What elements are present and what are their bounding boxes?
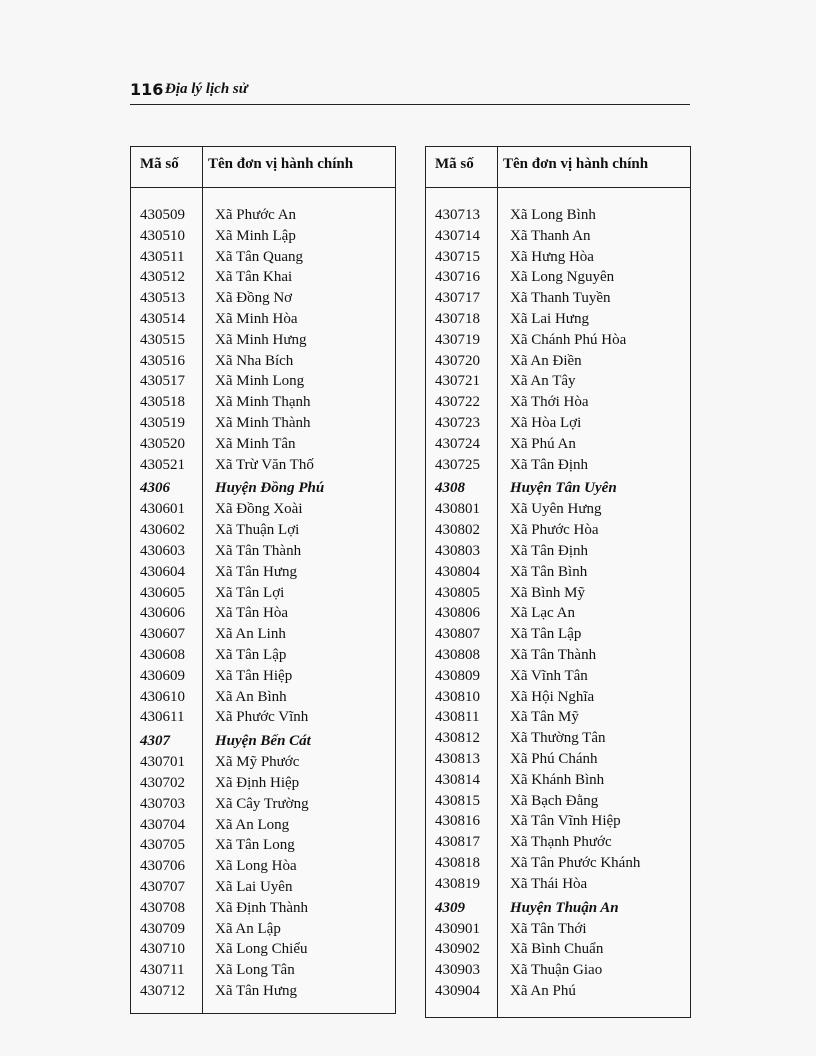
table-row — [426, 853, 690, 874]
unit-code: 4309 — [435, 899, 465, 916]
table-row — [426, 205, 690, 226]
unit-name: Xã Phước An — [215, 207, 297, 223]
unit-code: 430720 — [435, 352, 480, 369]
unit-name: Xã Tân Hòa — [215, 605, 289, 622]
table-row — [131, 919, 395, 940]
table-row — [131, 205, 395, 226]
unit-name: Xã Long Tân — [215, 962, 295, 979]
table-row — [426, 434, 690, 455]
table-row — [131, 773, 395, 794]
unit-name: Xã Tân Bình — [510, 563, 588, 580]
unit-code: 430607 — [140, 626, 185, 643]
table-row — [131, 330, 395, 351]
table-row — [426, 960, 690, 981]
unit-code: 430802 — [435, 522, 480, 539]
table-body — [131, 205, 395, 1002]
unit-name: Xã Nha Bích — [215, 352, 294, 369]
unit-code: 430803 — [435, 542, 480, 559]
unit-code: 430511 — [140, 248, 185, 265]
unit-name: Xã Minh Thạnh — [215, 394, 311, 411]
unit-code: 430902 — [435, 941, 480, 958]
table-row — [426, 749, 690, 770]
unit-name: Xã Tân Quang — [215, 248, 304, 265]
unit-code: 430602 — [140, 522, 185, 539]
unit-code: 430805 — [435, 584, 480, 601]
unit-code: 430610 — [140, 688, 185, 705]
unit-code: 430514 — [140, 310, 185, 327]
unit-name: Xã Bình Chuẩn — [510, 941, 604, 958]
table-row — [131, 434, 395, 455]
unit-code: 430515 — [140, 331, 185, 348]
unit-name: Xã Phước Vĩnh — [215, 709, 309, 726]
unit-name: Xã Minh Tân — [215, 435, 296, 452]
unit-code: 430801 — [435, 501, 480, 518]
table-row — [426, 392, 690, 413]
unit-code: 430606 — [140, 605, 185, 622]
admin-units-table-right — [425, 146, 691, 1018]
table-row — [426, 791, 690, 812]
unit-code: 430903 — [435, 962, 480, 979]
column-header-code: Mã số — [435, 156, 474, 172]
unit-code: 430817 — [435, 834, 480, 851]
table-row — [131, 898, 395, 919]
unit-code: 430721 — [435, 373, 480, 390]
unit-name: Xã Thanh An — [510, 227, 591, 244]
unit-name: Xã Tân Vĩnh Hiệp — [510, 813, 621, 830]
unit-code: 430702 — [140, 774, 185, 791]
unit-name: Xã An Tây — [510, 373, 576, 390]
unit-code: 430710 — [140, 941, 185, 958]
table-row — [131, 877, 395, 898]
table-row — [131, 371, 395, 392]
table-row — [426, 309, 690, 330]
unit-name: Huyện Bến Cát — [215, 733, 311, 750]
district-row — [131, 475, 395, 499]
unit-code: 430709 — [140, 920, 185, 937]
unit-name: Xã Vĩnh Tân — [510, 667, 588, 684]
unit-code: 430712 — [140, 982, 185, 999]
unit-name: Huyện Tân Uyên — [510, 480, 617, 497]
unit-name: Xã Đồng Nơ — [215, 290, 293, 307]
unit-code: 4308 — [435, 480, 465, 497]
unit-name: Xã Long Hòa — [215, 858, 297, 875]
table-row — [131, 499, 395, 520]
unit-name: Xã Tân Định — [510, 542, 589, 559]
unit-name: Xã Định Thành — [215, 899, 309, 916]
district-row — [426, 895, 690, 919]
column-header-code: Mã số — [140, 156, 179, 172]
unit-name: Xã Chánh Phú Hòa — [510, 331, 627, 348]
unit-code: 430716 — [435, 269, 480, 286]
unit-name: Xã An Phú — [510, 982, 576, 999]
unit-name: Xã Thạnh Phước — [510, 834, 612, 851]
unit-code: 430809 — [435, 667, 480, 684]
unit-name: Xã Thanh Tuyền — [510, 290, 611, 307]
unit-code: 430510 — [140, 227, 185, 244]
table-row — [131, 645, 395, 666]
table-row — [131, 960, 395, 981]
unit-code: 430711 — [140, 962, 185, 979]
unit-name: Xã Lạc An — [510, 605, 575, 622]
table-row — [426, 226, 690, 247]
unit-name: Xã Lai Uyên — [215, 878, 293, 895]
table-row — [131, 455, 395, 476]
table-row — [426, 247, 690, 268]
unit-code: 430718 — [435, 310, 480, 327]
unit-code: 430901 — [435, 920, 480, 937]
unit-code: 430804 — [435, 563, 480, 580]
unit-name: Xã An Linh — [215, 626, 286, 643]
unit-code: 430818 — [435, 854, 480, 871]
table-row — [131, 603, 395, 624]
table-row — [426, 603, 690, 624]
unit-name: Xã Hòa Lợi — [510, 414, 582, 431]
table-row — [131, 226, 395, 247]
page-header — [130, 80, 690, 105]
table-row — [131, 687, 395, 708]
unit-name: Xã Khánh Bình — [510, 771, 605, 788]
table-row — [426, 499, 690, 520]
unit-code: 430904 — [435, 982, 480, 999]
table-row — [426, 811, 690, 832]
unit-code: 430811 — [435, 709, 480, 726]
unit-name: Xã An Long — [215, 816, 290, 833]
unit-name: Xã Tân Lập — [510, 626, 582, 643]
table-row — [426, 455, 690, 476]
unit-name: Xã Thái Hòa — [510, 875, 588, 892]
unit-code: 430604 — [140, 563, 185, 580]
unit-code: 430513 — [140, 290, 185, 307]
unit-code: 430509 — [140, 207, 185, 223]
unit-code: 430717 — [435, 290, 480, 307]
unit-code: 430512 — [140, 269, 185, 286]
unit-name: Xã Minh Long — [215, 373, 305, 390]
table-row — [426, 413, 690, 434]
unit-code: 430814 — [435, 771, 480, 788]
unit-name: Xã Uyên Hưng — [510, 501, 602, 518]
unit-code: 430521 — [140, 456, 185, 473]
unit-name: Xã Tân Thới — [510, 920, 587, 937]
unit-name: Xã Hưng Hòa — [510, 248, 594, 265]
unit-code: 430518 — [140, 394, 185, 411]
unit-code: 430816 — [435, 813, 480, 830]
unit-name: Xã Minh Hòa — [215, 310, 298, 327]
unit-code: 430715 — [435, 248, 480, 265]
unit-name: Xã Minh Thành — [215, 414, 311, 431]
admin-units-table-left — [130, 146, 396, 1014]
table-row — [131, 583, 395, 604]
table-row — [131, 351, 395, 372]
unit-name: Xã Bạch Đằng — [510, 792, 599, 809]
unit-name: Huyện Đồng Phú — [215, 480, 325, 497]
unit-name: Xã Minh Hưng — [215, 331, 307, 348]
page-number: 116 — [130, 80, 164, 99]
table-row — [131, 288, 395, 309]
unit-code: 430603 — [140, 542, 185, 559]
unit-name: Xã Tân Hưng — [215, 563, 298, 580]
unit-code: 430601 — [140, 501, 185, 518]
table-row — [426, 541, 690, 562]
unit-code: 430605 — [140, 584, 185, 601]
table-row — [131, 707, 395, 728]
unit-code: 430703 — [140, 795, 185, 812]
unit-name: Xã Tân Long — [215, 837, 295, 854]
table-row — [426, 351, 690, 372]
unit-name: Xã Tân Thành — [215, 542, 302, 559]
unit-name: Xã Hội Nghĩa — [510, 688, 595, 705]
table-row — [426, 330, 690, 351]
table-row — [131, 666, 395, 687]
unit-code: 430807 — [435, 626, 480, 643]
unit-code: 430609 — [140, 667, 185, 684]
unit-name: Xã Thuận Giao — [510, 962, 603, 979]
unit-code: 430519 — [140, 414, 185, 431]
unit-code: 430806 — [435, 605, 480, 622]
table-row — [426, 728, 690, 749]
table-row — [426, 874, 690, 895]
unit-code: 430707 — [140, 878, 185, 895]
table-row — [426, 707, 690, 728]
unit-name: Xã Định Hiệp — [215, 774, 300, 791]
table-row — [426, 919, 690, 940]
table-row — [131, 981, 395, 1002]
table-row — [131, 413, 395, 434]
unit-name: Xã An Lập — [215, 920, 281, 937]
header-divider — [131, 187, 395, 188]
unit-code: 430722 — [435, 394, 480, 411]
table-row — [426, 981, 690, 1002]
unit-name: Xã Cây Trường — [215, 795, 309, 812]
unit-name: Xã Lai Hưng — [510, 310, 589, 327]
unit-name: Xã Phước Hòa — [510, 522, 599, 539]
unit-code: 430819 — [435, 875, 480, 892]
unit-code: 430704 — [140, 816, 185, 833]
unit-name: Xã Tân Lập — [215, 646, 287, 663]
table-row — [426, 520, 690, 541]
unit-name: Xã Long Chiểu — [215, 941, 308, 958]
unit-code: 430701 — [140, 754, 185, 771]
unit-name: Xã Long Nguyên — [510, 269, 615, 286]
table-row — [131, 752, 395, 773]
unit-name: Xã Thường Tân — [510, 730, 606, 747]
table-row — [131, 309, 395, 330]
unit-code: 430725 — [435, 456, 480, 473]
unit-name: Xã Minh Lập — [215, 227, 296, 244]
table-row — [131, 835, 395, 856]
unit-code: 430810 — [435, 688, 480, 705]
unit-code: 430520 — [140, 435, 185, 452]
district-row — [426, 475, 690, 499]
unit-name: Xã Trừ Văn Thố — [215, 456, 314, 473]
unit-name: Xã An Điền — [510, 352, 582, 369]
unit-name: Xã Tân Mỹ — [510, 709, 579, 726]
unit-name: Huyện Thuận An — [510, 899, 619, 916]
table-row — [131, 267, 395, 288]
table-row — [426, 666, 690, 687]
table-row — [426, 624, 690, 645]
table-row — [131, 562, 395, 583]
table-row — [131, 541, 395, 562]
table-row — [131, 392, 395, 413]
table-row — [131, 624, 395, 645]
running-title: Địa lý lịch sử — [165, 81, 248, 97]
table-row — [131, 939, 395, 960]
unit-name: Xã Tân Hưng — [215, 982, 298, 999]
unit-code: 430706 — [140, 858, 185, 875]
table-row — [426, 371, 690, 392]
table-row — [426, 832, 690, 853]
table-row — [426, 267, 690, 288]
district-row — [131, 728, 395, 752]
unit-code: 430812 — [435, 730, 480, 747]
unit-code: 430714 — [435, 227, 480, 244]
table-row — [131, 815, 395, 836]
table-row — [426, 687, 690, 708]
table-row — [426, 288, 690, 309]
unit-code: 430516 — [140, 352, 185, 369]
unit-name: Xã Thuận Lợi — [215, 522, 300, 539]
unit-code: 430815 — [435, 792, 480, 809]
unit-name: Xã Long Bình — [510, 207, 596, 223]
unit-code: 430713 — [435, 207, 480, 223]
unit-code: 4307 — [140, 733, 170, 750]
unit-name: Xã Bình Mỹ — [510, 584, 585, 601]
unit-code: 430708 — [140, 899, 185, 916]
unit-name: Xã Tân Định — [510, 456, 589, 473]
unit-name: Xã Tân Thành — [510, 646, 597, 663]
unit-code: 430723 — [435, 414, 480, 431]
table-body — [426, 205, 690, 1002]
unit-name: Xã Mỹ Phước — [215, 754, 300, 771]
unit-code: 430608 — [140, 646, 185, 663]
table-row — [131, 520, 395, 541]
unit-name: Xã Phú Chánh — [510, 750, 598, 767]
table-row — [426, 645, 690, 666]
unit-name: Xã Đồng Xoài — [215, 501, 303, 518]
table-row — [426, 562, 690, 583]
unit-code: 430813 — [435, 750, 480, 767]
header-divider — [426, 187, 690, 188]
table-row — [131, 856, 395, 877]
unit-code: 430724 — [435, 435, 480, 452]
column-header-name: Tên đơn vị hành chính — [208, 156, 354, 172]
unit-code: 430808 — [435, 646, 480, 663]
unit-code: 430517 — [140, 373, 185, 390]
unit-name: Xã Tân Phước Khánh — [510, 854, 641, 871]
unit-name: Xã Tân Lợi — [215, 584, 285, 601]
table-row — [131, 247, 395, 268]
table-row — [426, 770, 690, 791]
unit-code: 430611 — [140, 709, 185, 726]
unit-code: 430705 — [140, 837, 185, 854]
column-header-name: Tên đơn vị hành chính — [503, 156, 649, 172]
unit-code: 430719 — [435, 331, 480, 348]
unit-code: 4306 — [140, 480, 170, 497]
unit-name: Xã An Bình — [215, 688, 287, 705]
unit-name: Xã Phú An — [510, 435, 576, 452]
table-row — [426, 583, 690, 604]
table-row — [131, 794, 395, 815]
unit-name: Xã Tân Hiệp — [215, 667, 293, 684]
unit-name: Xã Thới Hòa — [510, 394, 589, 411]
unit-name: Xã Tân Khai — [215, 269, 293, 286]
table-row — [426, 939, 690, 960]
